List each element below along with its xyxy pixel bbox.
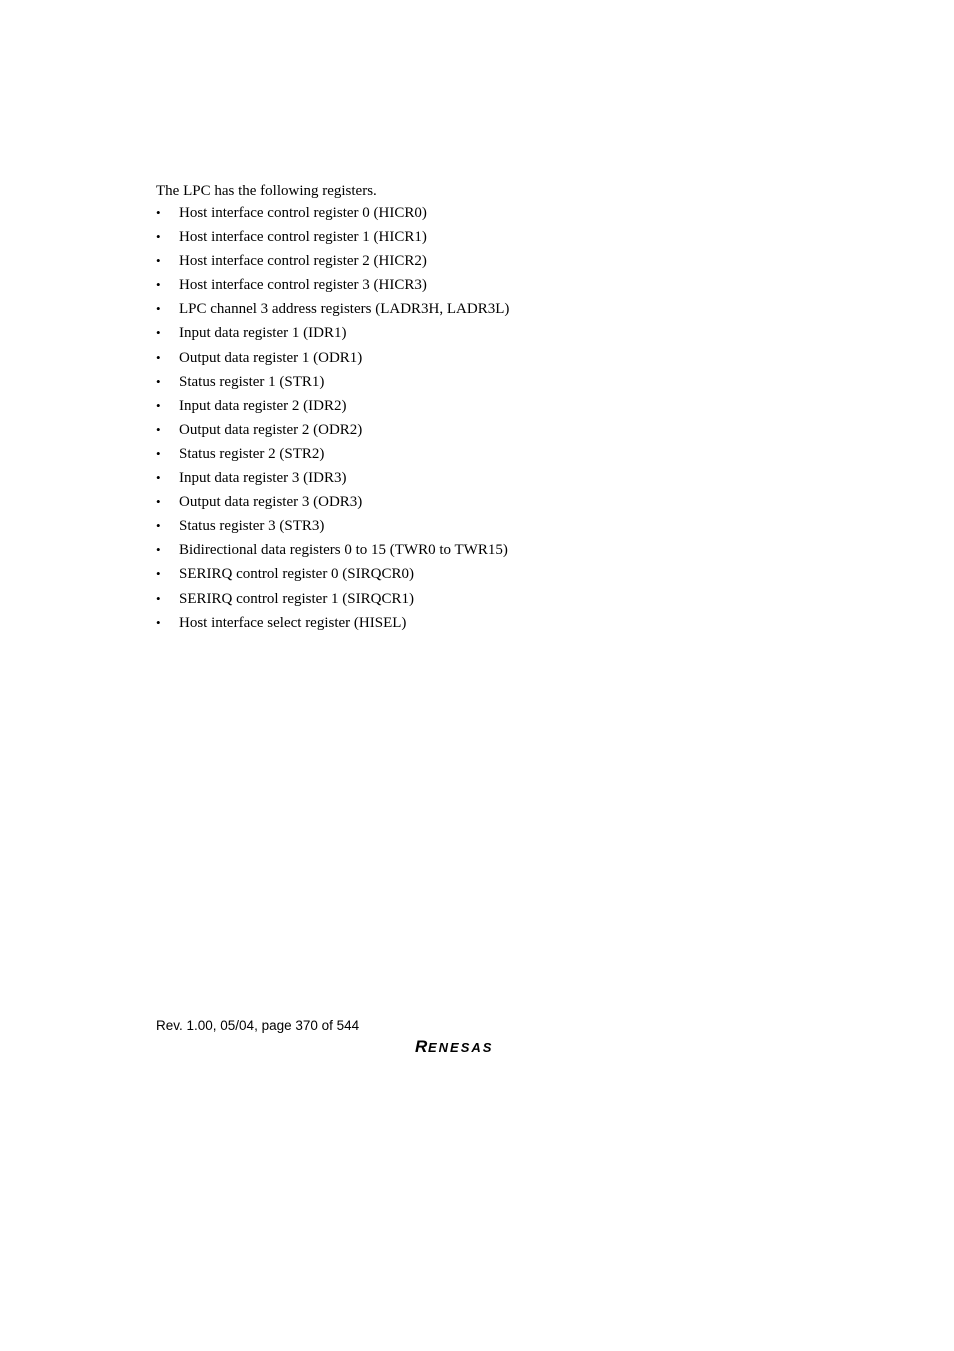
list-item-text: SERIRQ control register 0 (SIRQCR0) <box>179 566 414 583</box>
list-item <box>156 373 509 397</box>
bullet-icon: • <box>156 494 161 510</box>
list-item-text: Output data register 1 (ODR1) <box>179 349 363 366</box>
bullet-icon: • <box>156 566 161 582</box>
list-item-text: Input data register 1 (IDR1) <box>179 325 347 342</box>
list-item-text: Host interface select register (HISEL) <box>179 614 407 631</box>
bullet-icon: • <box>156 205 161 220</box>
list-item <box>156 300 509 324</box>
list-item-text: Host interface control register 2 (HICR2) <box>179 253 427 270</box>
list-item <box>156 445 509 469</box>
bullet-icon: • <box>156 614 161 630</box>
list-item <box>156 565 509 589</box>
list-item <box>156 228 509 252</box>
list-item-text: SERIRQ control register 1 (SIRQCR1) <box>179 590 414 607</box>
bullet-icon: • <box>156 325 161 341</box>
bullet-icon: • <box>156 301 161 317</box>
list-item-text: Host interface control register 0 (HICR0) <box>179 205 427 221</box>
list-item <box>156 541 509 565</box>
list-item-text: Status register 2 (STR2) <box>179 445 325 462</box>
bullet-icon: • <box>156 542 161 558</box>
svg-text:ENESAS: ENESAS <box>428 1040 494 1055</box>
bullet-icon: • <box>156 253 161 269</box>
list-item-text: Output data register 2 (ODR2) <box>179 421 363 438</box>
list-item-text: Output data register 3 (ODR3) <box>179 494 363 511</box>
list-item <box>156 590 509 614</box>
list-item <box>156 421 509 445</box>
bullet-icon: • <box>156 470 161 486</box>
list-item-text: Input data register 3 (IDR3) <box>179 470 347 487</box>
list-item <box>156 324 509 348</box>
list-item <box>156 349 509 373</box>
list-item <box>156 614 509 638</box>
list-item-text: LPC channel 3 address registers (LADR3H, LADR3L) <box>179 301 510 318</box>
bullet-icon: • <box>156 397 161 413</box>
bullet-icon: • <box>156 373 161 389</box>
bullet-icon: • <box>156 349 161 365</box>
list-item-text: Host interface control register 3 (HICR3) <box>179 277 427 294</box>
renesas-logo <box>413 1036 535 1056</box>
bullet-icon: • <box>156 590 161 606</box>
page-footer-info: Rev. 1.00, 05/04, page 370 of 544 <box>156 1018 360 1033</box>
bullet-icon: • <box>156 277 161 293</box>
list-item-text: Status register 3 (STR3) <box>179 518 325 535</box>
bullet-icon: • <box>156 229 161 245</box>
svg-text:R: R <box>415 1037 429 1056</box>
list-item <box>156 276 509 300</box>
bullet-icon: • <box>156 445 161 461</box>
list-item <box>156 252 509 276</box>
list-item <box>156 517 509 541</box>
list-item-text: Host interface control register 1 (HICR1) <box>179 229 427 246</box>
list-item-text: Input data register 2 (IDR2) <box>179 397 347 414</box>
list-item <box>156 469 509 493</box>
list-item <box>156 397 509 421</box>
list-item <box>156 493 509 517</box>
register-list <box>156 204 509 638</box>
list-item-text: Status register 1 (STR1) <box>179 373 325 390</box>
bullet-icon: • <box>156 421 161 437</box>
list-item-text: Bidirectional data registers 0 to 15 (TWR0 to TWR15) <box>179 542 508 559</box>
intro-paragraph: The LPC has the following registers. <box>156 183 377 199</box>
list-item <box>156 204 509 228</box>
bullet-icon: • <box>156 518 161 534</box>
